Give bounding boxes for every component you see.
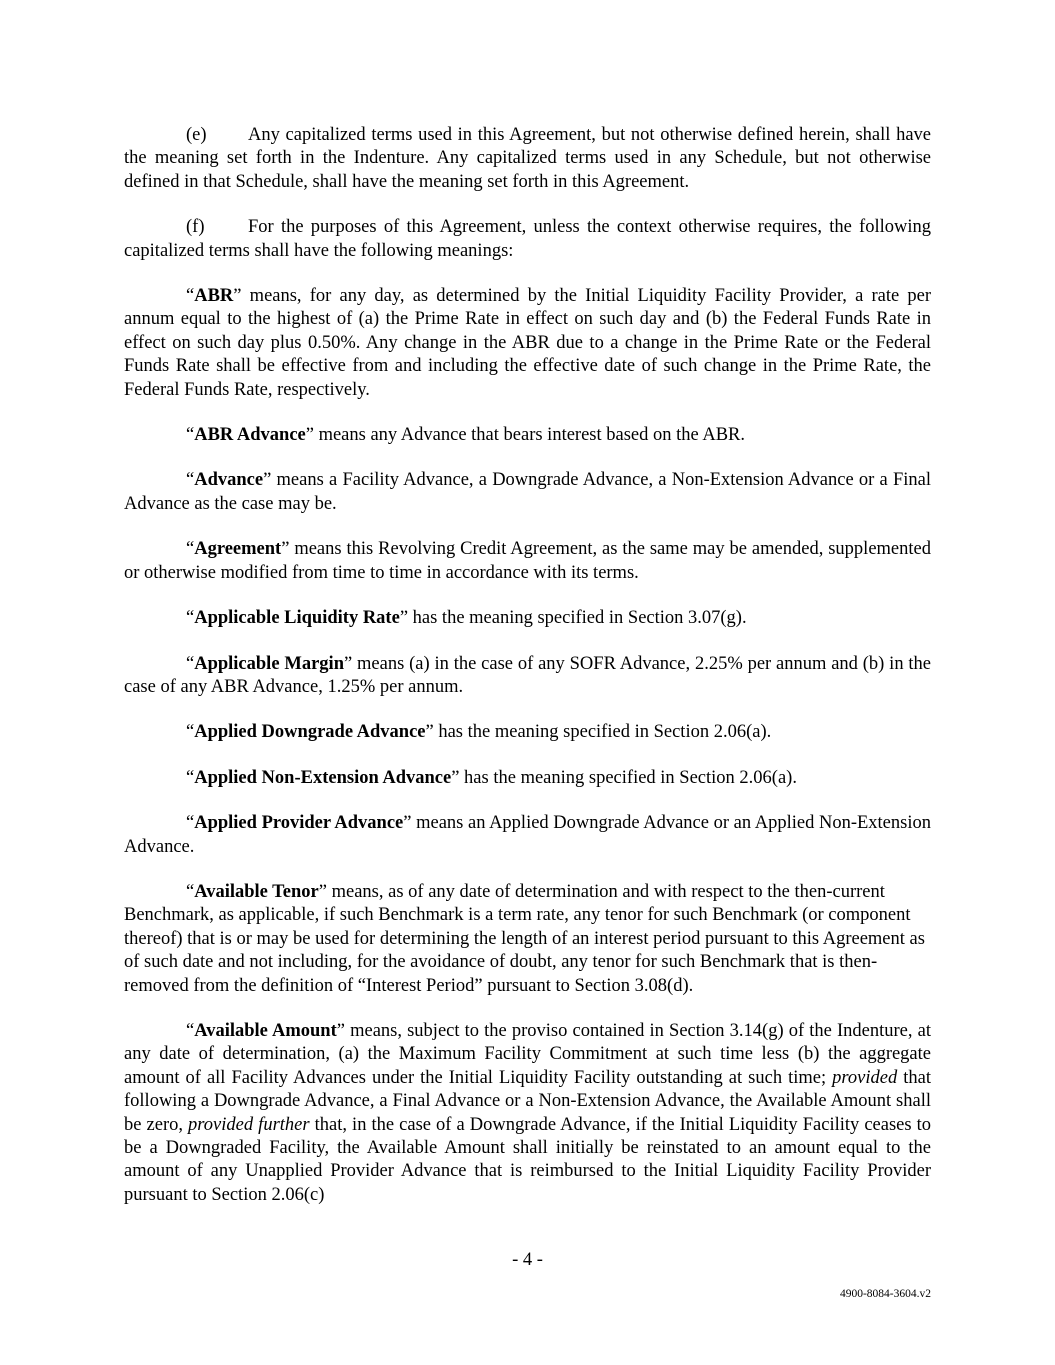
term-advance: Advance: [194, 470, 264, 491]
paragraph-e-label: (e): [186, 125, 207, 145]
definition-agreement: “Agreement” means this Revolving Credit Agreement, as the same may be amended, supplemented or otherwise modified from time to time in accordance with its terms.: [124, 539, 931, 583]
term-agreement: Agreement: [194, 539, 282, 560]
term-applied-downgrade-advance: Applied Downgrade Advance: [194, 722, 426, 743]
definition-abr-advance-text: ” means any Advance that bears interest based on the ABR.: [305, 425, 745, 446]
definition-abr: “ABR” means, for any day, as determined by the Initial Liquidity Facility Provider, a rate per annum equal to the highest of (a) the Prime Rate in effect on such day and (b) the Federal Funds Rate in effect on such day plus 0.50%. Any change in the ABR due to a change in the Prime Rate or the Federal Funds Rate shall be effective from and including the effective date of such change in the Prime Rate, the Federal Funds Rate, respectively.: [124, 286, 931, 400]
term-available-amount: Available Amount: [194, 1020, 337, 1041]
definition-available-amount-em-2: provided further: [188, 1114, 310, 1135]
definition-advance: “Advance” means a Facility Advance, a Downgrade Advance, a Non-Extension Advance or a Final Advance as the case may be.: [124, 470, 931, 514]
definition-available-amount-text-2: that following a Downgrade Advance, a Final Advance or a Non-Extension Advance, the Available Amount shall be zero,: [124, 1067, 932, 1135]
paragraph-f-text: For the purposes of this Agreement, unless the context otherwise requires, the following capitalized terms shall have the following meanings:: [124, 217, 931, 261]
definition-applied-non-extension-advance: “Applied Non-Extension Advance” has the meaning specified in Section 2.06(a).: [186, 767, 797, 788]
paragraph-f-label: (f): [186, 217, 205, 238]
definition-abr-text: ” means, for any day, as determined by the Initial Liquidity Facility Provider, a rate per annum equal to the highest of (a) the Prime Rate in effect on such day and (b) the Federal Funds Rate in effect on such day plus 0.50%. Any change in the ABR due to a change in the Prime Rate or the Federal Funds Rate shall be effective from and including the effective date of such change in the Prime Rate, the Federal Funds Rate, respectively.: [124, 286, 931, 400]
term-abr-advance: ABR Advance: [194, 425, 306, 446]
definition-applied-downgrade-advance: “Applied Downgrade Advance” has the meaning specified in Section 2.06(a).: [186, 722, 772, 743]
definition-applicable-margin: “Applicable Margin” means (a) in the case of any SOFR Advance, 2.25% per annum and (b) in the case of any ABR Advance, 1.25% per annum.: [124, 653, 932, 697]
term-applicable-liquidity-rate: Applicable Liquidity Rate: [194, 608, 400, 629]
paragraph-f: [124, 216, 931, 263]
definition-available-amount-text-1: ” means, subject to the proviso contained in Section 3.14(g) of the Indenture, at any date of determination, (a) the Maximum Facility Commitment at such time less (b) the aggregate amount of all Facility Advances under the Initial Liquidity Facility outstanding at such time;: [124, 1020, 931, 1088]
definition-abr-advance: “ABR Advance” means any Advance that bears interest based on the ABR.: [186, 425, 745, 446]
paragraph-e: [124, 124, 931, 194]
definition-applied-non-extension-advance-text: ” has the meaning specified in Section 2.06(a).: [451, 767, 797, 788]
term-abr: ABR: [194, 286, 234, 307]
definition-applicable-liquidity-rate: “Applicable Liquidity Rate” has the meaning specified in Section 3.07(g).: [186, 608, 747, 629]
term-applied-provider-advance: Applied Provider Advance: [194, 813, 404, 834]
document-page: [124, 124, 931, 1229]
definition-applied-downgrade-advance-text: ” has the meaning specified in Section 2.06(a).: [425, 722, 772, 743]
page-number: - 4 -: [512, 1250, 543, 1270]
definition-applied-provider-advance: “Applied Provider Advance” means an Applied Downgrade Advance or an Applied Non-Extension Advance.: [124, 813, 931, 857]
term-applied-non-extension-advance: Applied Non-Extension Advance: [194, 767, 452, 788]
definition-applied-provider-advance-text: ” means an Applied Downgrade Advance or an Applied Non-Extension Advance.: [124, 813, 931, 857]
definition-applicable-margin-text: ” means (a) in the case of any SOFR Advance, 2.25% per annum and (b) in the case of any ABR Advance, 1.25% per annum.: [124, 653, 932, 697]
definition-available-amount-text-3: that, in the case of a Downgrade Advance, if the Initial Liquidity Facility ceases to be a Downgraded Facility, the Available Amount shall initially be reinstated to an amount equal to the amount of any Unapplied Provider Advance that is reimbursed to the Initial Liquidity Facility Provider pursuant to Section 2.06(c): [124, 1114, 932, 1205]
definition-advance-text: ” means a Facility Advance, a Downgrade Advance, a Non-Extension Advance or a Final Advance as the case may be.: [124, 470, 931, 514]
document-id: 4900-8084-3604.v2: [839, 1288, 931, 1300]
definition-available-amount: “Available Amount” means, subject to the proviso contained in Section 3.14(g) of the Indenture, at any date of determination, (a) the Maximum Facility Commitment at such time less (b) the aggregate amount of all Facility Advances under the Initial Liquidity Facility outstanding at such time; provided that following a Downgrade Advance, a Final Advance or a Non-Extension Advance, the Available Amount shall be zero, provided further that, in the case of a Downgrade Advance, if the Initial Liquidity Facility ceases to be a Downgraded Facility, the Available Amount shall initially be reinstated to an amount equal to the amount of any Unapplied Provider Advance that is reimbursed to the Initial Liquidity Facility Provider pursuant to Section 2.06(c): [124, 1020, 932, 1205]
definition-available-amount-em-1: provided: [832, 1067, 898, 1088]
term-applicable-margin: Applicable Margin: [194, 653, 344, 674]
term-available-tenor: Available Tenor: [194, 881, 319, 902]
definition-available-tenor: “Available Tenor” means, as of any date of determination and with respect to the then-current Benchmark, as applicable, if such Benchmark is a term rate, any tenor for such Benchmark (or component thereof) that is or may be used for determining the length of an interest period pursuant to this Agreement as of such date and not including, for the avoidance of doubt, any tenor for such Benchmark that is then-removed from the definition of “Interest Period” pursuant to Section 3.08(d).: [124, 881, 925, 996]
definition-agreement-text: ” means this Revolving Credit Agreement, as the same may be amended, supplemented or otherwise modified from time to time in accordance with its terms.: [124, 539, 931, 583]
paragraph-e-text: Any capitalized terms used in this Agreement, but not otherwise defined herein, shall have the meaning set forth in the Indenture. Any capitalized terms used in any Schedule, but not otherwise defined in that Schedule, shall have the meaning set forth in this Agreement.: [124, 125, 931, 192]
definition-available-tenor-text: ” means, as of any date of determination and with respect to the then-current Benchmark, as applicable, if such Benchmark is a term rate, any tenor for such Benchmark (or component thereof) that is or may be used for determining the length of an interest period pursuant to this Agreement as of such date and not including, for the avoidance of doubt, any tenor for such Benchmark that is then-removed from the definition of “Interest Period” pursuant to Section 3.08(d).: [124, 881, 925, 996]
definition-applicable-liquidity-rate-text: ” has the meaning specified in Section 3.07(g).: [399, 608, 747, 629]
